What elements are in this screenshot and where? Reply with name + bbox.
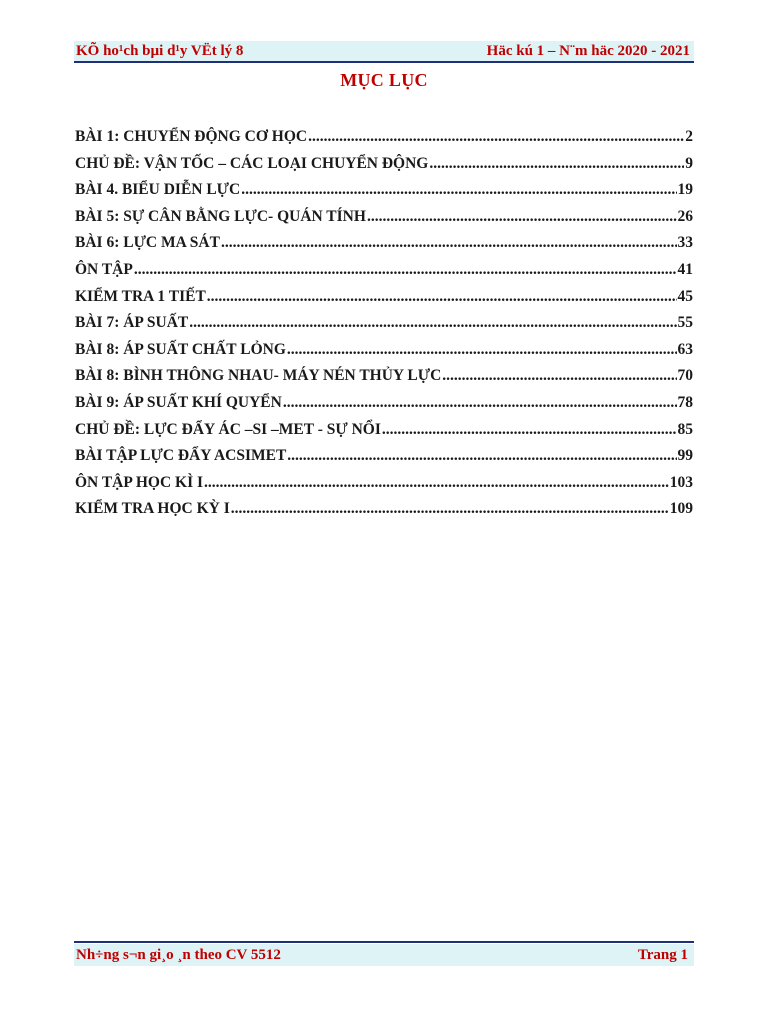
toc-entry-label: CHỦ ĐỀ: LỰC ĐẨY ÁC –SI –MET - SỰ NỔI — [75, 420, 381, 438]
toc-entry[interactable] — [75, 341, 693, 368]
header-left-text: KÕ ho¹ch bµi d¹y VËt lý 8 — [76, 42, 244, 59]
footer-divider — [74, 941, 694, 943]
toc-leader — [308, 128, 684, 146]
page-number: Trang 1 — [637, 946, 688, 963]
toc-entry-page: 99 — [677, 447, 693, 465]
toc-title: MỤC LỤC — [340, 70, 428, 90]
toc-entry-label: BÀI TẬP LỰC ĐẨY ACSIMET — [75, 447, 287, 465]
toc-entry-page: 63 — [677, 340, 693, 358]
toc-entry-page: 109 — [669, 500, 693, 518]
toc-entry[interactable] — [75, 394, 693, 421]
toc-entry-label: KIỂM TRA 1 TIẾT — [75, 287, 206, 305]
toc-leader — [204, 474, 669, 492]
toc-entry-label: BÀI 7: ÁP SUẤT — [75, 314, 189, 332]
toc-entry-page: 45 — [677, 287, 693, 305]
page-header — [74, 41, 694, 63]
toc-entry[interactable] — [75, 234, 693, 261]
toc-entry[interactable] — [75, 474, 693, 501]
toc-entry[interactable] — [75, 421, 693, 448]
toc-entry-page: 19 — [677, 181, 693, 199]
toc-entry[interactable] — [75, 500, 693, 527]
toc-entry[interactable] — [75, 314, 693, 341]
toc-entry-label: KIỂM TRA HỌC KỲ I — [75, 500, 230, 518]
toc-leader — [241, 181, 676, 199]
toc-list — [75, 128, 693, 527]
toc-entry[interactable] — [75, 447, 693, 474]
toc-entry-label: BÀI 6: LỰC MA SÁT — [75, 234, 220, 252]
page-footer — [74, 944, 694, 966]
toc-entry-label: BÀI 8: ÁP SUẤT CHẤT LỎNG — [75, 340, 286, 358]
toc-entry-page: 2 — [685, 128, 693, 145]
toc-entry-label: BÀI 4. BIỂU DIỄN LỰC — [75, 181, 241, 199]
toc-entry-label: CHỦ ĐỀ: VẬN TỐC – CÁC LOẠI CHUYỂN ĐỘNG — [75, 154, 429, 172]
toc-entry[interactable] — [75, 288, 693, 315]
toc-entry-page: 78 — [677, 393, 693, 411]
toc-leader — [134, 261, 677, 279]
toc-leader — [367, 208, 677, 226]
toc-entry[interactable] — [75, 208, 693, 235]
toc-entry-page: 103 — [669, 473, 693, 491]
toc-entry-page: 26 — [677, 207, 693, 225]
toc-leader — [207, 288, 677, 306]
toc-entry-page: 55 — [677, 314, 693, 332]
toc-entry-label: ÔN TẬP — [75, 260, 133, 278]
toc-entry-label: BÀI 5: SỰ CÂN BẰNG LỰC- QUÁN TÍNH — [75, 207, 366, 225]
toc-leader — [287, 341, 677, 359]
toc-entry-page: 70 — [677, 367, 693, 385]
toc-entry-page: 33 — [677, 234, 693, 252]
toc-entry[interactable] — [75, 367, 693, 394]
toc-entry-label: BÀI 9: ÁP SUẤT KHÍ QUYỂN — [75, 393, 282, 411]
toc-entry[interactable] — [75, 155, 693, 182]
toc-entry[interactable] — [75, 261, 693, 288]
toc-leader — [221, 234, 677, 252]
toc-leader — [189, 314, 676, 332]
toc-leader — [287, 447, 676, 465]
toc-leader — [429, 155, 684, 173]
toc-leader — [231, 500, 669, 518]
toc-leader — [382, 421, 677, 439]
toc-leader — [283, 394, 677, 412]
footer-left-text: Nh÷ng s¬n gi¸o ¸n theo CV 5512 — [76, 946, 281, 963]
toc-entry[interactable] — [75, 181, 693, 208]
toc-entry-page: 85 — [677, 420, 693, 438]
header-right-text: Häc kú 1 – N¨m häc 2020 - 2021 — [486, 42, 690, 59]
toc-entry-label: BÀI 8: BÌNH THÔNG NHAU- MÁY NÉN THỦY LỰC — [75, 367, 442, 385]
toc-entry-label: BÀI 1: CHUYỂN ĐỘNG CƠ HỌC — [75, 128, 308, 145]
toc-entry-page: 9 — [685, 154, 693, 172]
toc-entry-label: ÔN TẬP HỌC KÌ I — [75, 473, 204, 491]
toc-leader — [442, 367, 676, 385]
toc-entry[interactable] — [75, 128, 693, 155]
toc-entry-page: 41 — [677, 260, 693, 278]
